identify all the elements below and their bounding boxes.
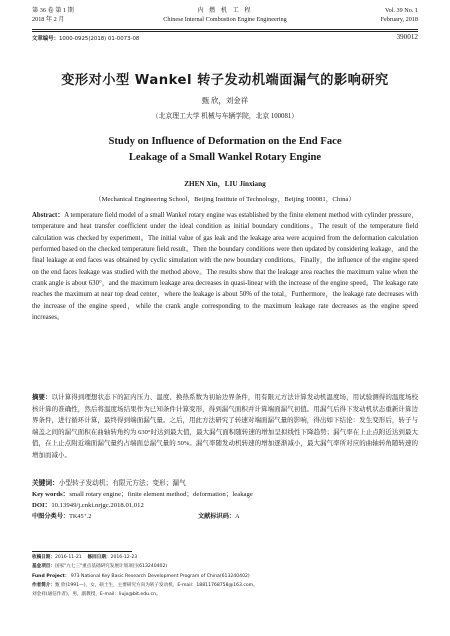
clc-label: 中图分类号： bbox=[32, 513, 70, 520]
title-en bbox=[0, 134, 450, 166]
document-code bbox=[198, 511, 240, 520]
abstract-cn-label: 摘要： bbox=[32, 394, 52, 401]
header-date-cn: 2018 年 2 月 bbox=[32, 15, 65, 23]
keywords-en-text: small rotary engine；finite element method；deformation；leakage bbox=[69, 491, 253, 498]
doi-label: DOI： bbox=[32, 502, 52, 509]
doc-code-label: 文献标识码： bbox=[198, 513, 236, 520]
article-number-value: 1000-0925(2018) 01-0073-08 bbox=[58, 36, 140, 42]
received-date: 2016-11-21 bbox=[54, 555, 82, 560]
article-number bbox=[32, 34, 139, 42]
abstract-en-label: Abstract： bbox=[32, 212, 65, 219]
journal-name-cn: 内 燃 机 工 程 bbox=[197, 7, 253, 14]
clc-value: TK45⁺.2 bbox=[69, 513, 92, 520]
footnote-author bbox=[32, 581, 418, 590]
keywords-cn-label: 关键词： bbox=[32, 480, 59, 487]
fund-cn-label: 基金项目： bbox=[32, 564, 55, 570]
footnote-dates bbox=[32, 553, 418, 562]
page-code: 390012 bbox=[396, 33, 418, 41]
author-text: 甄 欣(1991—)，女，硕士生，主要研究方向为转子发动机，E-mail：18811768758@163.com。 bbox=[54, 582, 258, 588]
classification-number bbox=[32, 511, 91, 520]
title-cn: 变形对小型 Wankel 转子发动机端面漏气的影响研究 bbox=[61, 73, 389, 88]
received-label: 收稿日期： bbox=[32, 555, 55, 560]
keywords-cn-text: 小型转子发动机；有限元方法；变形；漏气 bbox=[58, 480, 186, 487]
header-center bbox=[32, 7, 418, 24]
abstract-cn-text: 以计算得到理想状态下的缸内压力、温度、换热系数为初始边界条件，用有限元方法计算发动机温度场，用试验测得的温度场校核计算的准确性，然后将温度场结果作为已知条件计算变形，得到漏气面积并计算端面漏气初值。用漏气后得下发动机状态重新计算边界条件，进行循环计算，最终得到端面漏气量。之后，用此方法研究了转速对端面漏气量的影响，得出如下结论：发生变形后，转子与端盖之间的漏气面积在曲轴转角约为 630°时达到最大值，最大漏气面积随转速的增加呈拟线性下降趋势；漏气率在上止点附近达到最大值，在上止点附近端面漏气量约占端面总漏气量的 50%。漏气率随发动机转速的增加逐渐减小，最大漏气率所对应的曲轴转角随转速的增加而减小。 bbox=[32, 394, 419, 459]
corresponding-text: 男，副教授，E-mail：liujx@bit.edu.cn。 bbox=[72, 592, 161, 598]
fund-en-label: Fund Project： bbox=[32, 573, 70, 579]
fund-cn-text: 国家"九七三"重点基础研究发展计划项目(613240402) bbox=[54, 564, 168, 570]
authors-cn: 甄 欣，刘金祥 bbox=[201, 96, 249, 105]
corresponding-label: 刘金祥(通信作者)， bbox=[32, 592, 73, 598]
footnote-fund-en bbox=[32, 572, 418, 581]
revised-date: 2016-12-23 bbox=[110, 555, 138, 560]
header-rule-thin bbox=[32, 31, 418, 32]
affiliation-en: （Mechanical Engineering School，Beijing Institute of Technology，Beijing 100081，China） bbox=[94, 196, 356, 203]
footnotes bbox=[32, 553, 418, 599]
affiliation-cn: （北京理工大学 机械与车辆学院，北京 100081） bbox=[151, 113, 299, 120]
header-date-en: February, 2018 bbox=[380, 15, 418, 23]
doi bbox=[32, 500, 418, 511]
keywords-en bbox=[32, 489, 418, 500]
fund-en-text: 973 National Key Basic Research Development Program of China(613240402) bbox=[70, 573, 250, 579]
footnote-fund-cn bbox=[32, 562, 418, 571]
revised-label: 修回日期： bbox=[87, 555, 111, 560]
doc-code-value: A bbox=[235, 513, 240, 520]
authors-en: ZHEN Xin，LIU Jinxiang bbox=[184, 180, 266, 188]
author-label: 作者简介： bbox=[32, 582, 55, 588]
header-volume-en: Vol. 39 No. 1 bbox=[384, 7, 418, 14]
title-en-line1: Study on Influence of Deformation on the End Face bbox=[108, 136, 342, 147]
header-right bbox=[381, 7, 418, 24]
header-rule bbox=[32, 29, 418, 30]
keywords-en-label: Key words： bbox=[32, 491, 70, 498]
title-en-line2: Leakage of a Small Wankel Rotary Engine bbox=[128, 152, 322, 163]
footnote-rule bbox=[32, 551, 132, 552]
header-volume: 第 36 卷 第 1 期 bbox=[32, 7, 74, 14]
running-header bbox=[32, 7, 418, 29]
abstract-en bbox=[32, 210, 418, 323]
keywords-cn bbox=[32, 478, 418, 489]
footnote-corresponding bbox=[32, 590, 418, 599]
abstract-en-text: A temperature field model of a small Wankel rotary engine was established by the finite element method with cylinder pressure，temperature and heat transfer coefficient under the ideal condition as initial boundary conditions。The result of the temperature field calculation was checked by experiment。The initial value of gas leak and the leakage area were acquired from the deformation calculation performed based on the checked temperature field result。Then the boundary conditions were then updated by considering leakage，and the final leakage at end faces was obtained by cyclic simulation with the new boundary conditions。Finally，the influence of the engine speed on the end faces leakage was studied with the method above。The results show that the leakage area reaches the maximum value when the crank angle is about 630°，and the maximum leakage area decreases in quasi-linear with the increase of the engine speed。The leakage rate reaches the maximum at near top dead center，where the leakage is about 50% of the total。Furthermore，the leakage rate decreases with the increase of the engine speed，while the crank angle corresponding to the maximum leakage rate decreases as the engine speed increases。 bbox=[32, 212, 418, 322]
article-number-label: 文章编号： bbox=[32, 36, 59, 42]
doi-link[interactable]: 10.13949/j.cnki.nrjgc.2018.01.012 bbox=[51, 502, 144, 509]
journal-name-en: Chinese Internal Combustion Engine Engineering bbox=[163, 15, 287, 23]
abstract-cn bbox=[32, 392, 418, 461]
